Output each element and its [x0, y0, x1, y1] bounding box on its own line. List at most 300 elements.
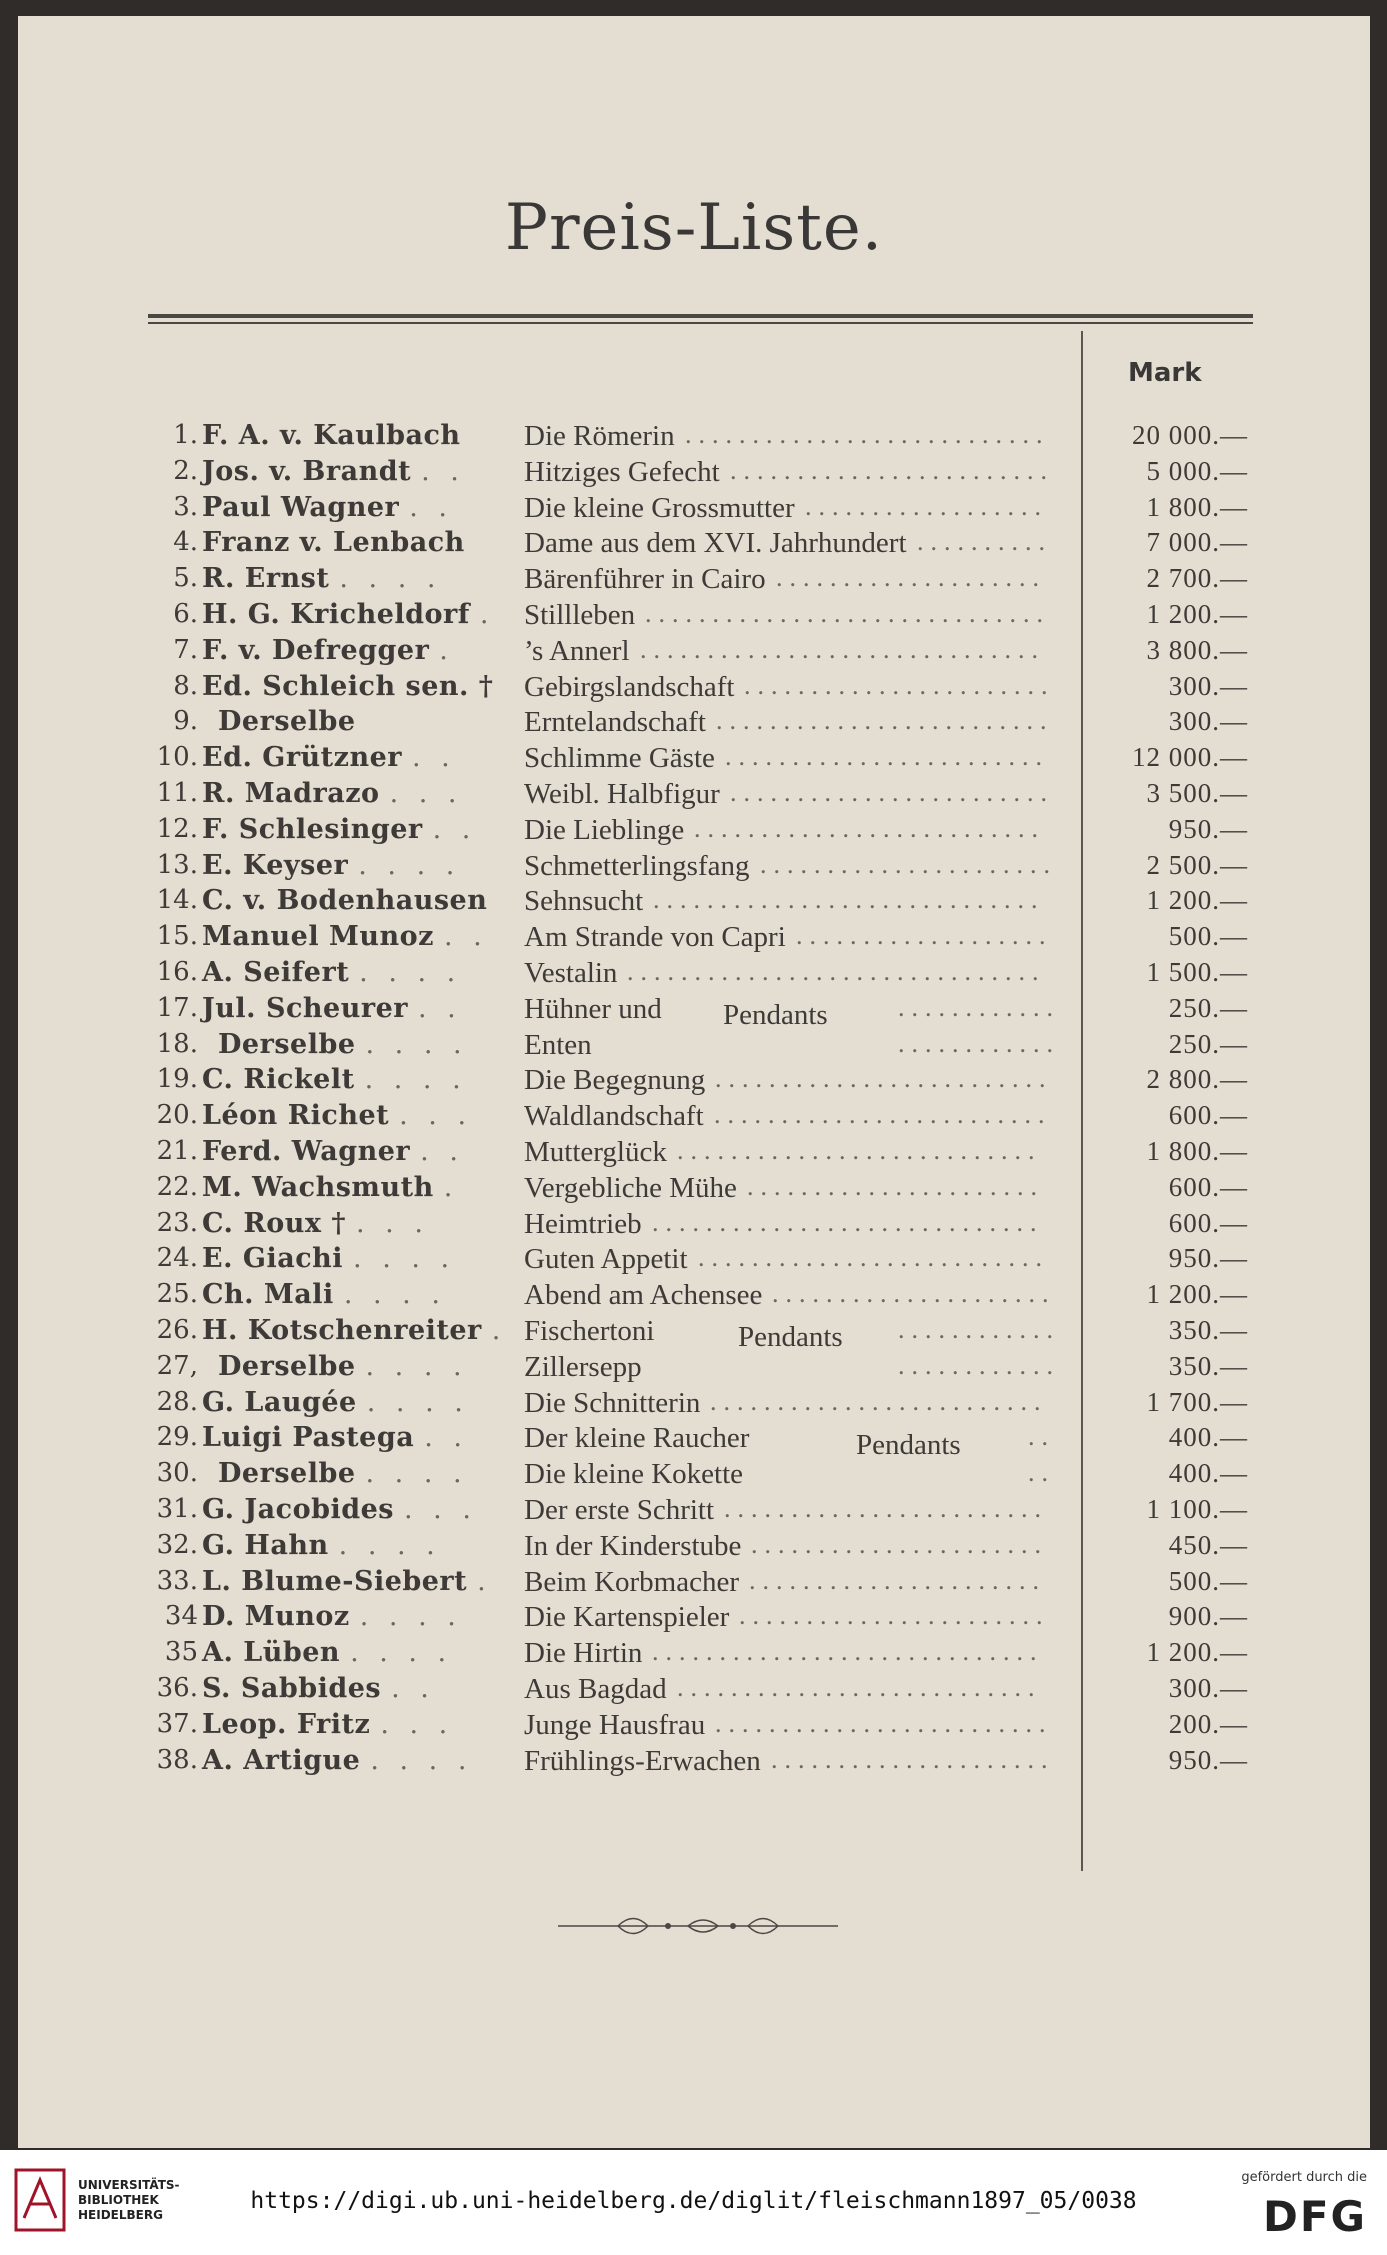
artwork-title: Die Begegnung [524, 1064, 706, 1097]
price-value: 3 500.— [1146, 778, 1248, 808]
artist-name [202, 742, 502, 773]
artist-leader-dots: . . [424, 1422, 468, 1454]
artist-name-text: Paul Wagner [202, 491, 400, 523]
row-number: 36. [156, 1673, 198, 1703]
artist-name [202, 1745, 502, 1776]
artist-name [202, 1566, 502, 1597]
artist-name [202, 1601, 502, 1632]
price-value: 1 200.— [1146, 1637, 1248, 1668]
table-row [18, 1530, 1370, 1566]
table-row [18, 1315, 1370, 1351]
price-value: 600.— [1168, 1100, 1248, 1131]
artwork-title: Abend am Achensee [524, 1279, 763, 1312]
leader-dots: ............................. [652, 1207, 1044, 1237]
leader-dots: ............ [898, 1315, 1060, 1344]
leader-dots: ..................... [772, 1279, 1056, 1309]
leader-dots: ......................... [714, 1100, 1052, 1130]
artwork-title: Fischertoni [524, 1315, 655, 1347]
artist-name [202, 921, 502, 952]
row-number: 28. [156, 1386, 198, 1417]
artist-leader-dots: . . . . [339, 563, 442, 595]
price-value: 600.— [1168, 1171, 1248, 1202]
artist-name-text: E. Giachi [202, 1243, 344, 1275]
artist-name [202, 1709, 502, 1740]
artist-leader-dots: . . . [356, 1207, 429, 1239]
artwork-title: Bärenführer in Cairo [524, 563, 766, 596]
artist-name [202, 1422, 502, 1453]
artwork-title: Beim Korbmacher [524, 1565, 740, 1598]
leader-dots: ........................... [685, 420, 1050, 449]
price-value: 450.— [1168, 1529, 1248, 1560]
row-number: 14. [156, 885, 198, 916]
artist-name-text: Leop. Fritz [202, 1708, 371, 1740]
leader-dots: ................... [796, 921, 1053, 951]
artist-name [218, 1458, 518, 1489]
leader-dots: ..................... [771, 1744, 1055, 1774]
artist-name-text: Derselbe [218, 1350, 356, 1382]
artist-name-text: F. Schlesinger [202, 813, 423, 845]
leader-dots: ............................. [652, 1637, 1044, 1667]
row-number: 4. [173, 527, 198, 558]
artist-name [202, 993, 502, 1024]
leader-dots: .............................. [640, 634, 1045, 664]
artist-name-text: Manuel Munoz [202, 921, 434, 953]
artwork-title: Guten Appetit [524, 1243, 688, 1276]
leader-dots: ....................... [744, 670, 1055, 700]
table-row [18, 1494, 1370, 1530]
page-title: Preis-Liste. [504, 191, 884, 265]
artist-leader-dots: . . . . [338, 1529, 441, 1561]
artwork-title: Der kleine Raucher [524, 1422, 750, 1455]
artist-name-text: Derselbe [218, 1458, 356, 1490]
row-number: 8. [173, 670, 198, 701]
funded-by-label: gefördert durch die [1241, 2170, 1367, 2185]
artist-leader-dots: . . . . [364, 1064, 467, 1096]
leader-dots: ............ [898, 1028, 1060, 1058]
artist-name-text: Derselbe [218, 1028, 356, 1060]
price-value: 500.— [1168, 1565, 1248, 1596]
artwork-title: Die kleine Grossmutter [524, 491, 795, 524]
table-row [18, 563, 1370, 599]
row-number: 33. [156, 1565, 198, 1596]
table-row [18, 993, 1370, 1029]
price-value: 600.— [1168, 1207, 1248, 1238]
leader-dots: ......................... [710, 1386, 1048, 1416]
row-number: 1. [173, 420, 198, 450]
artwork-title: Zillersepp [524, 1350, 642, 1383]
artist-name [202, 1279, 502, 1310]
artwork-title: Frühlings-Erwachen [524, 1744, 761, 1777]
table-row [18, 1243, 1370, 1279]
price-value: 950.— [1168, 1744, 1248, 1775]
table-row [18, 814, 1370, 850]
artist-leader-dots: . . [421, 455, 465, 487]
artist-name [202, 563, 502, 594]
leader-dots: ...................... [751, 1529, 1048, 1559]
price-value: 950.— [1168, 1243, 1248, 1274]
table-row [18, 635, 1370, 671]
leader-dots: ........................ [725, 742, 1049, 772]
artist-name [202, 1100, 502, 1131]
artwork-title: Weibl. Halbfigur [524, 778, 720, 810]
price-value: 1 700.— [1146, 1386, 1248, 1417]
row-number: 37. [156, 1708, 198, 1739]
artist-name-text: C. Rickelt [202, 1064, 355, 1096]
table-row [18, 1709, 1370, 1745]
artist-name [202, 1243, 502, 1274]
row-number: 27, [156, 1350, 198, 1381]
artist-name [202, 1387, 502, 1418]
dfg-logo: DFG [1262, 2192, 1367, 2241]
artist-name [202, 885, 502, 916]
price-value: 1 500.— [1146, 957, 1248, 987]
row-number: 17. [156, 992, 198, 1023]
artwork-title: Schmetterlingsfang [524, 849, 750, 882]
table-row [18, 1387, 1370, 1423]
table-row [18, 1279, 1370, 1315]
table-row [18, 1458, 1370, 1494]
artist-name-text: E. Keyser [202, 849, 349, 881]
row-number: 22. [156, 1171, 198, 1202]
price-value: 7 000.— [1146, 527, 1248, 558]
row-number: 35 [164, 1637, 198, 1668]
row-number: 19. [156, 1064, 198, 1095]
leader-dots: .................... [776, 563, 1046, 593]
artist-leader-dots: . . [420, 1136, 464, 1167]
artist-name [202, 850, 502, 881]
artist-leader-dots: . [479, 599, 495, 630]
artwork-title: Die Kartenspieler [524, 1601, 730, 1634]
leader-dots: ...................... [749, 1565, 1046, 1595]
row-number: 31. [156, 1494, 198, 1524]
table-row [18, 1172, 1370, 1208]
price-value: 2 700.— [1146, 563, 1248, 594]
artwork-title: Hühner und [524, 992, 662, 1025]
artwork-title: Aus Bagdad [524, 1673, 667, 1705]
price-value: 1 800.— [1146, 1136, 1248, 1166]
artist-leader-dots: . . . [399, 1100, 473, 1132]
artist-name-text: F. v. Defregger [202, 634, 430, 666]
row-number: 6. [173, 599, 198, 629]
page-url-link[interactable]: https://digi.ub.uni-heidelberg.de/diglit/fleischmann1897_05/0038 [250, 2188, 1137, 2214]
artist-leader-dots: . . . . [350, 1637, 453, 1669]
artist-leader-dots: . . [391, 1673, 435, 1704]
artist-name-text: A. Seifert [202, 957, 350, 988]
library-name-text: UNIVERSITÄTS- BIBLIOTHEK HEIDELBERG [78, 2178, 180, 2222]
viewer-footer [0, 2150, 1387, 2255]
artist-name [202, 1673, 502, 1704]
artist-name [202, 492, 502, 523]
artwork-title: Gebirgslandschaft [524, 670, 735, 703]
artist-name-text: G. Laugée [202, 1386, 357, 1418]
artist-leader-dots: . . [417, 992, 462, 1024]
artist-name-text: Franz v. Lenbach [202, 527, 465, 559]
row-number: 29. [156, 1422, 198, 1453]
row-number: 7. [173, 634, 198, 665]
artist-name-text: Ed. Schleich sen. † [202, 670, 494, 702]
artist-name [218, 1029, 518, 1060]
row-number: 11. [156, 778, 198, 808]
price-value: 1 200.— [1146, 599, 1248, 629]
title-rule-thin [148, 322, 1253, 324]
artist-name [202, 1494, 502, 1525]
artwork-title: Waldlandschaft [524, 1100, 704, 1133]
row-number: 10. [156, 742, 198, 773]
artist-leader-dots: . . . . [359, 1601, 462, 1633]
artist-leader-dots: . . . [389, 778, 463, 809]
artist-leader-dots: . [477, 1565, 492, 1597]
artist-name-text: C. v. Bodenhausen [202, 885, 488, 917]
row-number: 34 [164, 1601, 198, 1632]
leader-dots: ............................. [653, 885, 1045, 915]
price-value: 2 500.— [1146, 849, 1248, 880]
artwork-title: Dame aus dem XVI. Jahrhundert [524, 527, 907, 560]
artist-name-text: D. Munoz [202, 1601, 350, 1633]
row-number: 24. [156, 1243, 198, 1274]
artist-name-text: Ed. Grützner [202, 742, 403, 774]
price-value: 900.— [1168, 1601, 1248, 1632]
leader-dots: .. [1028, 1422, 1055, 1452]
artist-leader-dots: . . . [380, 1708, 454, 1740]
artist-name [202, 420, 502, 451]
table-row [18, 1029, 1370, 1065]
table-row [18, 1673, 1370, 1709]
artist-name-text: A. Lüben [202, 1637, 341, 1669]
leader-dots: ........................ [730, 455, 1054, 485]
artist-name [202, 1136, 502, 1167]
artist-name [202, 456, 502, 487]
artist-leader-dots: . . . . [370, 1744, 473, 1776]
artwork-title: Die Hirtin [524, 1637, 643, 1670]
table-row [18, 671, 1370, 707]
row-number: 16. [156, 957, 198, 987]
price-value: 300.— [1168, 1673, 1248, 1703]
table-row [18, 527, 1370, 563]
table-row [18, 742, 1370, 778]
artist-leader-dots: . [491, 1315, 507, 1346]
price-value: 400.— [1168, 1422, 1248, 1453]
artist-name [202, 1172, 502, 1203]
artist-name-text: L. Blume-Siebert [202, 1565, 468, 1597]
table-row [18, 492, 1370, 528]
title-rule-thick [148, 314, 1253, 318]
leader-dots: .. [1028, 1458, 1055, 1488]
ornament-divider [558, 1916, 838, 1936]
table-row [18, 1566, 1370, 1602]
artist-leader-dots: . . [409, 491, 453, 523]
artist-name-text: Jul. Scheurer [202, 992, 408, 1024]
artist-name-text: R. Madrazo [202, 778, 380, 809]
row-number: 3. [173, 491, 198, 522]
artwork-title: Die Lieblinge [524, 813, 685, 846]
table-row [18, 1422, 1370, 1458]
leader-dots: .......... [917, 527, 1052, 557]
leader-dots: ...................... [760, 849, 1057, 879]
artwork-title: Stillleben [524, 599, 636, 631]
table-row [18, 921, 1370, 957]
artist-name [202, 1637, 502, 1668]
row-number: 26. [156, 1315, 198, 1345]
artist-name [202, 1315, 507, 1346]
leader-dots: ...................... [747, 1171, 1044, 1201]
price-value: 400.— [1168, 1458, 1248, 1489]
price-value: 1 200.— [1146, 885, 1248, 916]
row-number: 30. [156, 1458, 198, 1489]
table-row [18, 706, 1370, 742]
artist-name-text: Ch. Mali [202, 1279, 334, 1311]
artist-name [202, 814, 502, 845]
price-value: 2 800.— [1146, 1064, 1248, 1095]
artwork-title: Die kleine Kokette [524, 1458, 744, 1491]
leader-dots: ......................... [715, 1064, 1053, 1094]
row-number: 23. [156, 1207, 198, 1238]
price-value: 5 000.— [1146, 455, 1248, 486]
artist-name-text: F. A. v. Kaulbach [202, 420, 461, 451]
artist-name-text: H. Kotschenreiter [202, 1315, 482, 1346]
artist-name [202, 1530, 502, 1561]
artist-leader-dots: . [443, 1171, 459, 1203]
artist-leader-dots: . . . [404, 1494, 477, 1525]
table-row [18, 1637, 1370, 1673]
leader-dots: ......................... [715, 1708, 1053, 1738]
artist-leader-dots: . . . . [343, 1279, 446, 1311]
artwork-title: Vestalin [524, 957, 618, 989]
artwork-title: Mutterglück [524, 1136, 667, 1168]
row-number: 20. [156, 1100, 198, 1131]
artist-name [202, 957, 502, 988]
artist-name [202, 778, 502, 809]
price-value: 300.— [1168, 706, 1248, 737]
table-row [18, 957, 1370, 993]
leader-dots: ........................ [730, 778, 1054, 807]
artist-name [202, 1208, 502, 1239]
artist-name [202, 1064, 502, 1095]
artist-name-text: R. Ernst [202, 563, 330, 595]
artist-name-text: C. Roux † [202, 1207, 347, 1239]
leader-dots: .............................. [645, 599, 1050, 628]
artwork-title: Vergebliche Mühe [524, 1171, 737, 1204]
artist-name-text: Luigi Pastega [202, 1422, 415, 1454]
artist-leader-dots: . [439, 634, 454, 666]
artist-name [218, 1351, 518, 1382]
artwork-title: Sehnsucht [524, 885, 644, 918]
artist-leader-dots: . . . . [359, 957, 462, 988]
row-number: 13. [156, 849, 198, 880]
artist-leader-dots: . . . . [358, 849, 461, 881]
pendant-label-17-18: Pendants [723, 999, 828, 1031]
leader-dots: ............................... [627, 957, 1046, 986]
artwork-title: ’s Annerl [524, 634, 630, 667]
price-value: 12 000.— [1132, 742, 1248, 773]
table-row [18, 1208, 1370, 1244]
row-number: 38. [156, 1744, 198, 1775]
artist-name [202, 635, 502, 666]
artist-name-text: Derselbe [218, 706, 356, 738]
row-number: 25. [156, 1279, 198, 1310]
artwork-title: Junge Hausfrau [524, 1708, 706, 1741]
artist-name-text: G. Jacobides [202, 1494, 395, 1525]
table-row [18, 1136, 1370, 1172]
leader-dots: ......................... [716, 706, 1054, 736]
artist-leader-dots: . . . . [353, 1243, 456, 1275]
row-number: 9. [173, 706, 198, 737]
artist-leader-dots: . . . . [365, 1350, 468, 1382]
price-value: 1 100.— [1146, 1494, 1248, 1524]
leader-dots: ........................... [677, 1136, 1042, 1165]
row-number: 21. [156, 1136, 198, 1166]
leader-dots: .................. [805, 491, 1048, 521]
table-row [18, 1601, 1370, 1637]
price-list-page [18, 16, 1370, 2148]
leader-dots: ........................ [724, 1494, 1048, 1523]
price-value: 1 200.— [1146, 1279, 1248, 1310]
artist-leader-dots: . . . . [366, 1386, 469, 1418]
table-row [18, 778, 1370, 814]
artist-name [202, 671, 502, 702]
leader-dots: ............ [898, 992, 1060, 1022]
price-value: 300.— [1168, 670, 1248, 701]
artist-leader-dots: . . . . [365, 1458, 468, 1490]
row-number: 32. [156, 1529, 198, 1560]
artist-name-text: Léon Richet [202, 1100, 390, 1132]
table-row [18, 850, 1370, 886]
table-row [18, 1100, 1370, 1136]
artwork-title: Enten [524, 1028, 592, 1061]
table-row [18, 885, 1370, 921]
artist-name [202, 599, 502, 630]
table-row [18, 420, 1370, 456]
table-row [18, 1064, 1370, 1100]
artist-leader-dots: . . [412, 742, 456, 774]
leader-dots: ....................... [739, 1601, 1050, 1631]
price-value: 20 000.— [1132, 420, 1248, 450]
artwork-title: Die Römerin [524, 420, 675, 452]
artist-name-text: S. Sabbides [202, 1673, 382, 1704]
table-row [18, 599, 1370, 635]
price-column-header: Mark [1128, 358, 1202, 388]
table-row [18, 456, 1370, 492]
table-row [18, 1745, 1370, 1781]
pendant-label-26-27: Pendants [738, 1321, 843, 1353]
artist-name-text: M. Wachsmuth [202, 1171, 434, 1203]
artist-name-text: Jos. v. Brandt [202, 455, 412, 487]
price-value: 950.— [1168, 813, 1248, 844]
price-value: 500.— [1168, 921, 1248, 952]
artist-leader-dots: . . . . [365, 1028, 468, 1060]
artist-name-text: H. G. Kricheldorf [202, 599, 470, 630]
leader-dots: ............ [898, 1350, 1060, 1380]
artist-name-text: A. Artigue [202, 1744, 361, 1776]
row-number: 5. [173, 563, 198, 594]
artwork-title: Erntelandschaft [524, 706, 706, 739]
pendant-label-29-30: Pendants [856, 1429, 961, 1461]
artwork-title: Am Strande von Capri [524, 921, 786, 954]
leader-dots: .......................... [694, 813, 1045, 843]
price-value: 250.— [1168, 1028, 1248, 1059]
leader-dots: ........................... [677, 1673, 1042, 1702]
artwork-title: Der erste Schritt [524, 1494, 715, 1526]
artist-name-text: Ferd. Wagner [202, 1136, 411, 1167]
artist-leader-dots: . . [432, 813, 477, 845]
artwork-title: Schlimme Gäste [524, 742, 715, 775]
artist-name-text: G. Hahn [202, 1529, 329, 1561]
artwork-title: Hitziges Gefecht [524, 455, 720, 488]
price-value: 250.— [1168, 992, 1248, 1023]
price-value: 350.— [1168, 1350, 1248, 1381]
price-value: 350.— [1168, 1315, 1248, 1345]
row-number: 18. [156, 1028, 198, 1059]
price-value: 3 800.— [1146, 634, 1248, 665]
